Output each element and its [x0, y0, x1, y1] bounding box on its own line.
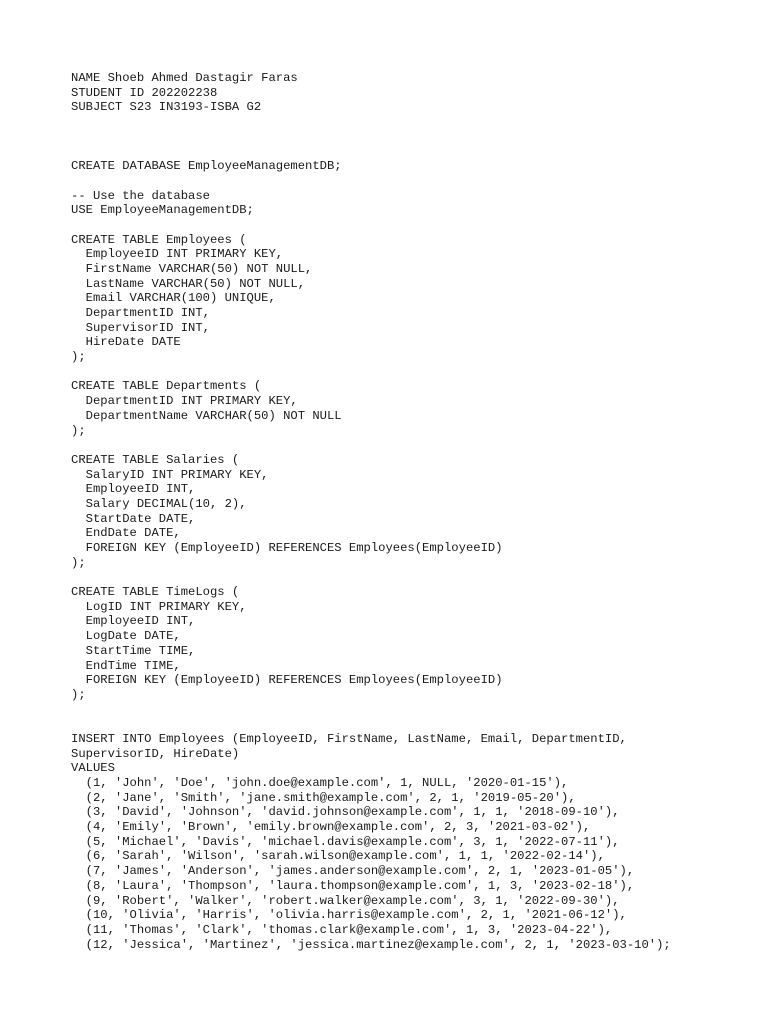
code-line: DepartmentName VARCHAR(50) NOT NULL [71, 408, 342, 423]
code-line: EndDate DATE, [71, 526, 181, 541]
subject-line: SUBJECT S23 IN3193-ISBA G2 [71, 100, 262, 115]
code-line: SalaryID INT PRIMARY KEY, [71, 467, 269, 482]
code-line: StartDate DATE, [71, 511, 196, 526]
code-line: (10, 'Olivia', 'Harris', 'olivia.harris@example.com', 2, 1, '2021-06-12'), [71, 908, 627, 923]
employees-table-block [71, 233, 751, 365]
code-line: (3, 'David', 'Johnson', 'david.johnson@example.com', 1, 1, '2018-09-10'), [71, 805, 620, 820]
code-line: (6, 'Sarah', 'Wilson', 'sarah.wilson@example.com', 1, 1, '2022-02-14'), [71, 849, 605, 864]
code-line: EmployeeID INT, [71, 614, 196, 629]
code-line: (5, 'Michael', 'Davis', 'michael.davis@example.com', 3, 1, '2022-07-11'), [71, 834, 620, 849]
document-page [71, 71, 751, 952]
spacer [71, 115, 751, 144]
spacer [71, 570, 751, 585]
code-line: (9, 'Robert', 'Walker', 'robert.walker@example.com', 3, 1, '2022-09-30'), [71, 893, 620, 908]
code-line: (4, 'Emily', 'Brown', 'emily.brown@example.com', 2, 3, '2021-03-02'), [71, 820, 591, 835]
code-line: DepartmentID INT PRIMARY KEY, [71, 394, 298, 409]
code-line: (2, 'Jane', 'Smith', 'jane.smith@example.com', 2, 1, '2019-05-20'), [71, 790, 576, 805]
spacer [71, 218, 751, 233]
create-database-line: CREATE DATABASE EmployeeManagementDB; [71, 159, 342, 174]
spacer [71, 174, 751, 189]
code-line: Email VARCHAR(100) UNIQUE, [71, 291, 276, 306]
spacer [71, 703, 751, 732]
code-line: EndTime TIME, [71, 658, 181, 673]
code-line: CREATE TABLE TimeLogs ( [71, 585, 240, 600]
code-line: CREATE TABLE Departments ( [71, 379, 262, 394]
code-line: SupervisorID INT, [71, 320, 210, 335]
code-line: StartTime TIME, [71, 643, 196, 658]
code-line: EmployeeID INT, [71, 482, 196, 497]
code-line: ); [71, 423, 86, 438]
code-line: LogDate DATE, [71, 629, 181, 644]
code-line: (12, 'Jessica', 'Martinez', 'jessica.martinez@example.com', 2, 1, '2023-03-10'); [71, 937, 671, 952]
timelogs-table-block [71, 585, 751, 703]
departments-table-block [71, 379, 751, 438]
code-line: (1, 'John', 'Doe', 'john.doe@example.com', 1, NULL, '2020-01-15'), [71, 776, 569, 791]
code-line: Salary DECIMAL(10, 2), [71, 496, 247, 511]
code-line: EmployeeID INT PRIMARY KEY, [71, 247, 284, 262]
code-line: LogID INT PRIMARY KEY, [71, 599, 247, 614]
use-statement-line: USE EmployeeManagementDB; [71, 203, 254, 218]
code-line: VALUES [71, 761, 115, 776]
code-line: INSERT INTO Employees (EmployeeID, FirstName, LastName, Email, DepartmentID, [71, 731, 627, 746]
code-line: (8, 'Laura', 'Thompson', 'laura.thompson@example.com', 1, 3, '2023-02-18'), [71, 878, 635, 893]
spacer [71, 438, 751, 453]
use-database-block [71, 189, 751, 218]
create-database-block [71, 159, 751, 174]
code-line: FOREIGN KEY (EmployeeID) REFERENCES Employees(EmployeeID) [71, 541, 503, 556]
code-line: ); [71, 555, 86, 570]
code-line: CREATE TABLE Salaries ( [71, 452, 240, 467]
code-line: (7, 'James', 'Anderson', 'james.anderson@example.com', 2, 1, '2023-01-05'), [71, 864, 635, 879]
code-line: LastName VARCHAR(50) NOT NULL, [71, 276, 306, 291]
code-line: ); [71, 687, 86, 702]
spacer [71, 144, 751, 159]
code-line: (11, 'Thomas', 'Clark', 'thomas.clark@example.com', 1, 3, '2023-04-22'), [71, 922, 613, 937]
code-line: FirstName VARCHAR(50) NOT NULL, [71, 261, 313, 276]
code-line: ); [71, 350, 86, 365]
header-block [71, 71, 751, 115]
code-line: SupervisorID, HireDate) [71, 746, 240, 761]
spacer [71, 365, 751, 380]
use-comment-line: -- Use the database [71, 188, 210, 203]
student-id-line: STUDENT ID 202202238 [71, 85, 218, 100]
code-line: HireDate DATE [71, 335, 181, 350]
insert-employees-block [71, 732, 751, 952]
salaries-table-block [71, 453, 751, 571]
code-line: DepartmentID INT, [71, 306, 210, 321]
code-line: FOREIGN KEY (EmployeeID) REFERENCES Employees(EmployeeID) [71, 673, 503, 688]
name-line: NAME Shoeb Ahmed Dastagir Faras [71, 71, 298, 85]
code-line: CREATE TABLE Employees ( [71, 232, 247, 247]
